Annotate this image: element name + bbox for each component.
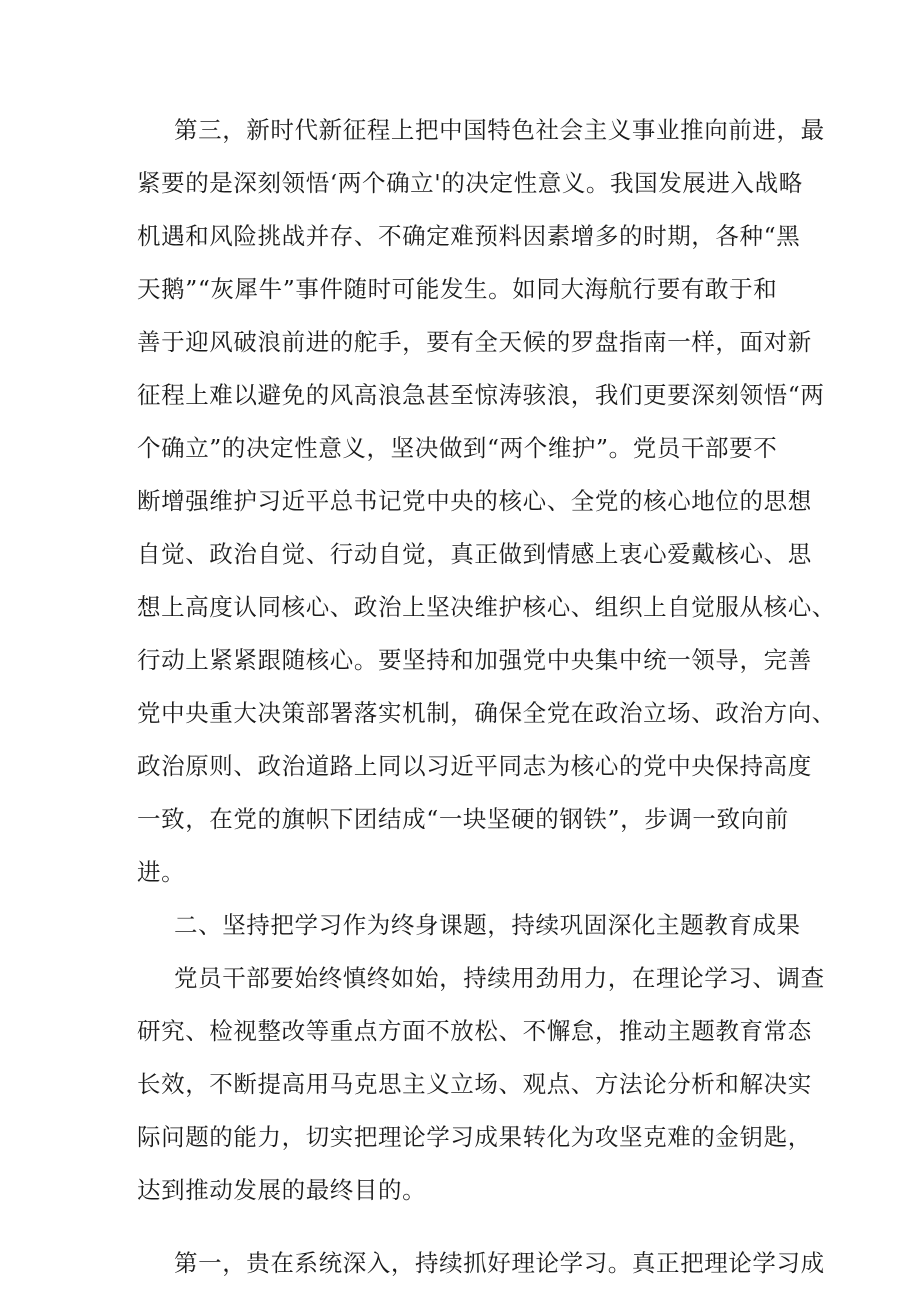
- text-line: 一致，在党的旗帜下团结成“一块坚硬的钢铁”，步调一致向前: [137, 805, 789, 833]
- text-line: 际问题的能力，切实把理论学习成果转化为攻坚克难的金钥匙，: [137, 1123, 812, 1151]
- text-line: 紧要的是深刻领悟‘两个确立'的决定性意义。我国发展进入战略: [137, 169, 803, 197]
- text-line: 进。: [137, 858, 186, 886]
- text-line: 政治原则、政治道路上同以习近平同志为核心的党中央保持高度: [137, 752, 812, 780]
- text-line: 行动上紧紧跟随核心。要坚持和加强党中央集中统一领导，完善: [137, 646, 812, 674]
- text-line: 个确立”的决定性意义，坚决做到“两个维护”。党员干部要不: [137, 434, 778, 462]
- text-line: 征程上难以避免的风高浪急甚至惊涛骇浪，我们更要深刻领悟“两: [137, 381, 825, 409]
- section-heading: 二、坚持把学习作为终身课题，持续巩固深化主题教育成果: [174, 911, 801, 939]
- text-line: 天鹅”“灰犀牛”事件随时可能发生。如同大海航行要有敢于和: [137, 275, 778, 303]
- text-line: 第三，新时代新征程上把中国特色社会主义事业推向前进，最: [174, 116, 825, 144]
- text-line: 研究、检视整改等重点方面不放松、不懈怠，推动主题教育常态: [137, 1017, 812, 1045]
- text-line: 党中央重大决策部署落实机制，确保全党在政治立场、政治方向、: [137, 699, 836, 727]
- text-line: 想上高度认同核心、政治上坚决维护核心、组织上自觉服从核心、: [137, 593, 836, 621]
- text-line: 自觉、政治自觉、行动自觉，真正做到情感上衷心爱戴核心、思: [137, 540, 812, 568]
- text-line: 断增强维护习近平总书记党中央的核心、全党的核心地位的思想: [137, 487, 812, 515]
- text-line: 长效，不断提高用马克思主义立场、观点、方法论分析和解决实: [137, 1070, 812, 1098]
- text-line: 机遇和风险挑战并存、不确定难预料因素增多的时期，各种“黑: [137, 222, 801, 250]
- text-line: 党员干部要始终慎终如始，持续用劲用力，在理论学习、调查: [174, 964, 825, 992]
- text-line: 善于迎风破浪前进的舵手，要有全天候的罗盘指南一样，面对新: [137, 328, 812, 356]
- text-line: 第一，贵在系统深入，持续抓好理论学习。真正把理论学习成: [174, 1249, 825, 1277]
- text-line: 达到推动发展的最终目的。: [137, 1176, 427, 1204]
